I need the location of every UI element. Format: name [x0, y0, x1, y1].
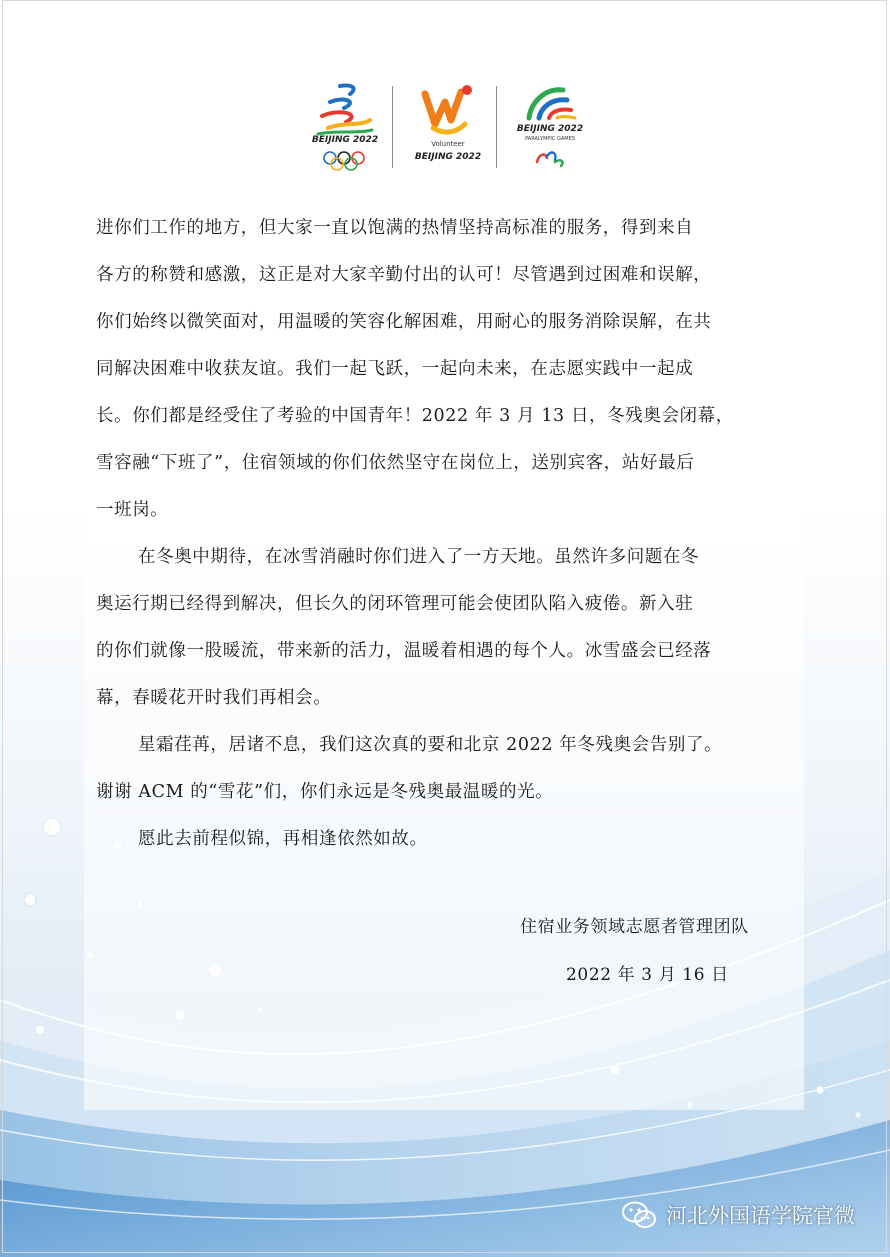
logo-divider — [496, 86, 497, 168]
agitos-icon — [505, 146, 595, 170]
paragraph-1-line: 你们始终以微笑面对，用温暖的笑容化解困难，用耐心的服务消除误解，在共 — [96, 312, 712, 332]
paragraph-2-line: 奥运行期已经得到解决，但长久的闭环管理可能会使团队陷入疲倦。新入驻 — [96, 594, 694, 614]
paragraph-2-line: 幕，春暖花开时我们再相会。 — [96, 688, 332, 708]
olympic-emblem-icon — [300, 80, 390, 140]
paragraph-1-line: 雪容融“下班了”，住宿领域的你们依然坚守在岗位上，送别宾客，站好最后 — [96, 453, 695, 473]
logo-center-line2: BEIJING 2022 — [414, 152, 482, 162]
volunteer-emblem-icon — [403, 80, 493, 140]
logo-right-text: BEIJING 2022 — [516, 124, 584, 134]
logo-row — [300, 80, 600, 175]
signature-org: 住宿业务领域志愿者管理团队 — [520, 917, 749, 937]
paragraph-1-line: 进你们工作的地方，但大家一直以饱满的热情坚持高标准的服务，得到来自 — [96, 218, 694, 238]
paragraph-1-line: 各方的称赞和感激，这正是对大家辛勤付出的认可！尽管遇到过困难和误解， — [96, 265, 712, 285]
paragraph-3-line: 谢谢 ACM 的“雪花”们，你们永远是冬残奥最温暖的光。 — [96, 782, 554, 802]
paragraph-1-line: 长。你们都是经受住了考验的中国青年！2022 年 3 月 13 日，冬残奥会闭幕， — [96, 406, 734, 426]
beijing-2022-paralympic-logo — [505, 80, 595, 175]
paragraph-2-line: 在冬奥中期待，在冰雪消融时你们进入了一方天地。虽然许多问题在冬 — [138, 547, 700, 567]
logo-divider — [392, 86, 393, 168]
watermark-text: 河北外国语学院官微 — [666, 1204, 855, 1228]
wechat-watermark — [620, 1192, 880, 1238]
beijing-2022-olympic-logo — [300, 80, 390, 175]
logo-center-line1: Volunteer — [431, 140, 465, 148]
volunteer-logo — [403, 80, 493, 175]
logo-right-sub: PARALYMPIC GAMES — [525, 136, 575, 142]
paragraph-2-line: 的你们就像一股暖流，带来新的活力，温暖着相遇的每个人。冰雪盛会已经落 — [96, 641, 712, 661]
paragraph-1-line: 一班岗。 — [96, 500, 169, 520]
paragraph-3-line: 星霜荏苒，居诸不息，我们这次真的要和北京 2022 年冬残奥会告别了。 — [138, 735, 723, 755]
paragraph-1-line: 同解决困难中收获友谊。我们一起飞跃，一起向未来，在志愿实践中一起成 — [96, 359, 694, 379]
signature-date: 2022 年 3 月 16 日 — [566, 965, 729, 985]
wechat-icon — [620, 1200, 658, 1230]
paralympic-emblem-icon — [505, 80, 595, 124]
logo-left-text: BEIJING 2022 — [311, 135, 379, 145]
paragraph-4-line: 愿此去前程似锦，再相逢依然如故。 — [138, 829, 428, 849]
olympic-rings-icon — [300, 150, 390, 172]
